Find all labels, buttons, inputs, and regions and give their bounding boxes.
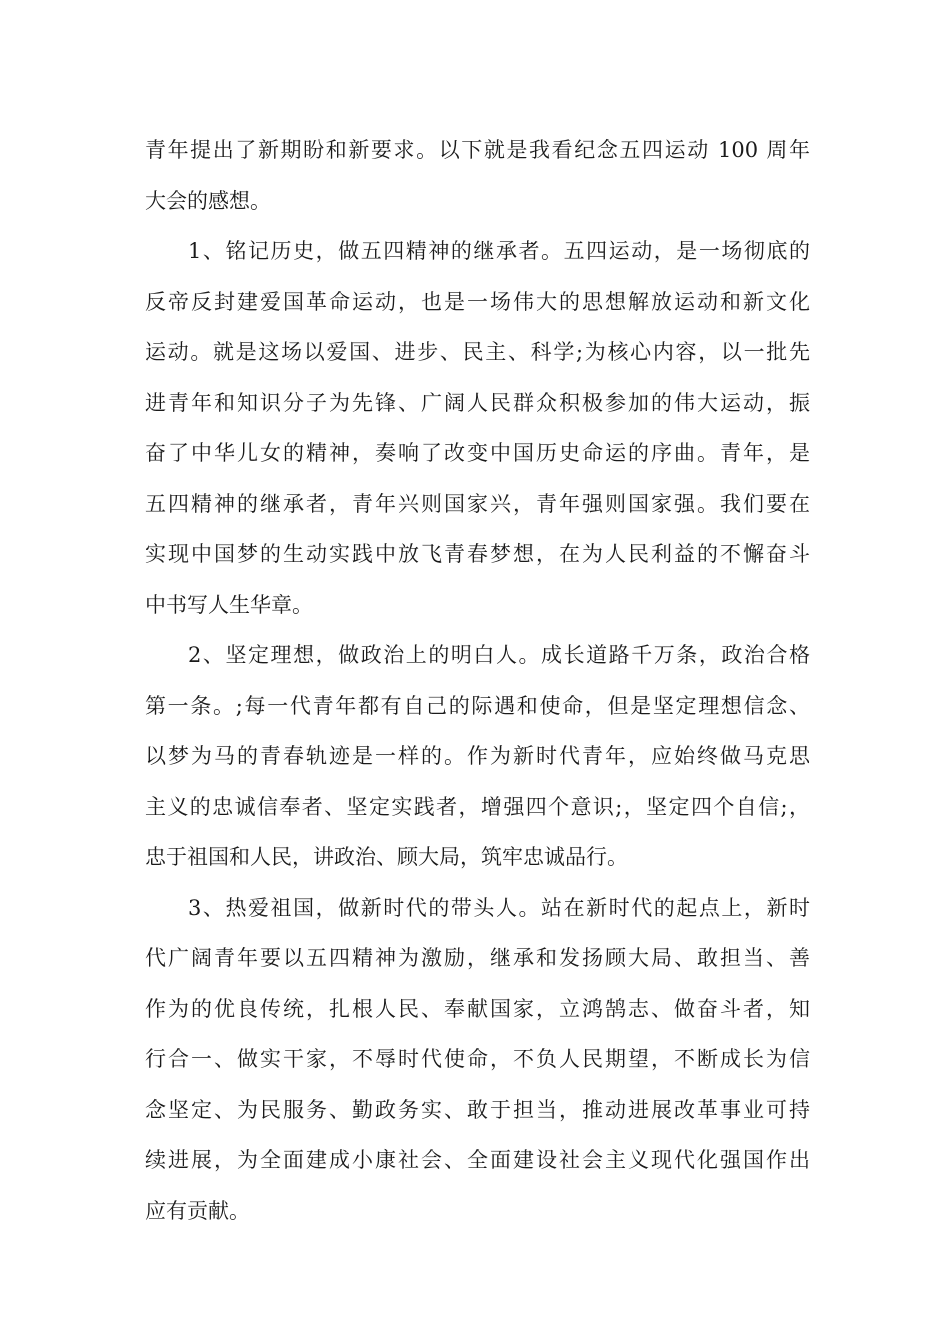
paragraph-2-line-4: 进青年和知识分子为先锋、广阔人民群众积极参加的伟大运动，振 [145, 390, 810, 415]
paragraph-2-line-6: 五四精神的继承者，青年兴则国家兴，青年强则国家强。我们要在 [145, 491, 810, 516]
paragraph-3-line-3: 以梦为马的青春轨迹是一样的。作为新时代青年，应始终做马克思 [145, 744, 810, 768]
paragraph-4-line-3: 作为的优良传统，扎根人民、奉献国家，立鸿鹄志、做奋斗者，知 [145, 996, 810, 1021]
paragraph-2-line-7: 实现中国梦的生动实践中放飞青春梦想，在为人民利益的不懈奋斗 [145, 542, 810, 566]
paragraph-2-line-5: 奋了中华儿女的精神，奏响了改变中国历史命运的序曲。青年，是 [145, 441, 810, 465]
paragraph-4-line-1: 3、热爱祖国，做新时代的带头人。站在新时代的起点上，新时 [188, 895, 810, 920]
paragraph-2-line-1: 1、铭记历史，做五四精神的继承者。五四运动，是一场彻底的 [188, 239, 810, 263]
paragraph-3-line-2: 第一条。;每一代青年都有自己的际遇和使命，但是坚定理想信念、 [145, 693, 810, 718]
paragraph-3-line-5: 忠于祖国和人民，讲政治、顾大局，筑牢忠诚品行。 [145, 845, 628, 869]
paragraph-4-line-4: 行合一、做实干家，不辱时代使命，不负人民期望，不断成长为信 [145, 1047, 810, 1071]
paragraph-2-line-8: 中书写人生华章。 [145, 592, 313, 617]
document-body [145, 125, 810, 1236]
paragraph-4-line-2: 代广阔青年要以五四精神为激励，继承和发扬顾大局、敢担当、善 [145, 946, 810, 970]
paragraph-2-line-2: 反帝反封建爱国革命运动，也是一场伟大的思想解放运动和新文化 [145, 289, 810, 314]
paragraph-3-line-4: 主义的忠诚信奉者、坚定实践者，增强四个意识;，坚定四个自信;， [145, 794, 810, 819]
paragraph-2-line-3: 运动。就是这场以爱国、进步、民主、科学;为核心内容，以一批先 [145, 340, 810, 364]
paragraph-4-line-6: 续进展，为全面建成小康社会、全面建设社会主义现代化强国作出 [145, 1148, 810, 1172]
paragraph-3-line-1: 2、坚定理想，做政治上的明白人。成长道路千万条，政治合格 [188, 643, 810, 667]
paragraph-4-line-5: 念坚定、为民服务、勤政务实、敢于担当，推动进展改革事业可持 [145, 1097, 810, 1122]
paragraph-4-line-7: 应有贡献。 [145, 1198, 250, 1223]
paragraph-1-line-2: 大会的感想。 [145, 188, 271, 213]
paragraph-1-line-1: 青年提出了新期盼和新要求。以下就是我看纪念五四运动 100 周年 [145, 138, 810, 162]
